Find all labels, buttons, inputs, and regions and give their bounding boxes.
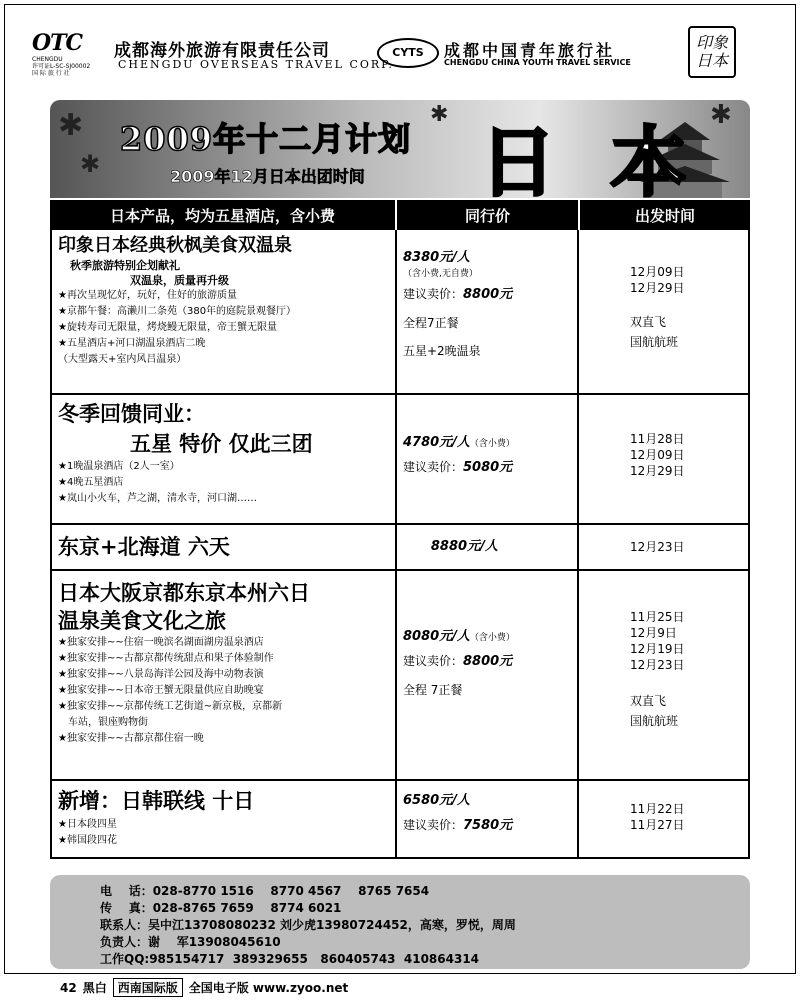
table-row bbox=[50, 230, 750, 395]
departure-date: 12月23日 bbox=[630, 540, 685, 554]
product-cell bbox=[52, 571, 397, 779]
flight-note: 双直飞 bbox=[629, 315, 666, 329]
banner-subtitle: 2009年12月日本出团时间 bbox=[170, 167, 365, 186]
maple-leaf-icon: ✱ bbox=[80, 150, 101, 178]
product-bullet: 车站，银座购物街 bbox=[68, 717, 148, 728]
banner-destination: 日 本 bbox=[480, 118, 701, 198]
product-title: 冬季回馈同业： bbox=[58, 401, 205, 426]
retail-price: 5080元 bbox=[463, 460, 513, 475]
product-bullet: ★旋转寿司无限量，烤烧鳗无限量，帝王蟹无限量 bbox=[58, 322, 277, 333]
product-cell bbox=[52, 525, 397, 569]
otc-license: 许可证L-SC-SJ00002 bbox=[32, 63, 91, 70]
maple-leaf-icon: ✱ bbox=[58, 108, 84, 143]
cyts-company-name: 成都中国青年旅行社 bbox=[444, 41, 616, 60]
table-header bbox=[50, 200, 750, 230]
product-subtitle: 双温泉，质量再升级 bbox=[130, 274, 229, 287]
departure-date: 12月09日 bbox=[629, 265, 685, 279]
departure-cell bbox=[579, 230, 748, 393]
product-title: 新增：日韩联线 十日 bbox=[58, 788, 255, 813]
price-line bbox=[403, 811, 571, 840]
retail-price: 8800元 bbox=[463, 654, 513, 669]
price-line bbox=[403, 627, 571, 647]
price-line-label: 建议卖价： bbox=[402, 460, 463, 474]
product-bullet: ★独家安排~~八景岛海洋公园及海中动物表演 bbox=[58, 669, 264, 680]
header-price: 同行价 bbox=[397, 200, 580, 230]
price-cell bbox=[397, 571, 579, 779]
peer-price: 4780元/人 bbox=[402, 435, 470, 450]
banner bbox=[50, 100, 750, 198]
product-subtitle: 秋季旅游特别企划献礼 bbox=[70, 259, 180, 272]
product-title: 印象日本经典秋枫美食双温泉 bbox=[58, 235, 292, 256]
tour-table bbox=[50, 200, 750, 859]
product-bullet: ★五星酒店+河口湖温泉酒店二晚 bbox=[58, 338, 206, 349]
product-bullet: ★岚山小火车，芦之湖，清水寺，河口湖…… bbox=[58, 493, 257, 504]
header bbox=[12, 30, 788, 80]
departure-date: 12月09日 bbox=[629, 448, 685, 462]
departure-date: 11月28日 bbox=[629, 432, 685, 446]
header-product: 日本产品，均为五星酒店，含小费 bbox=[50, 200, 397, 230]
price-line bbox=[403, 453, 571, 482]
impression-japan-seal: 印象日本 bbox=[688, 26, 736, 78]
price-note: （含小费） bbox=[469, 439, 515, 449]
departure-date: 12月29日 bbox=[629, 281, 685, 295]
flight-note: 双直飞 bbox=[629, 694, 666, 708]
product-title-line2: 温泉美食文化之旅 bbox=[58, 608, 226, 633]
departure-date: 11月22日 bbox=[629, 802, 685, 816]
price-line bbox=[403, 433, 571, 453]
product-bullet: （大型露天+室内风吕温泉） bbox=[58, 354, 187, 365]
product-cell bbox=[52, 230, 397, 393]
price-line bbox=[403, 647, 571, 676]
product-bullet: ★韩国段四花 bbox=[58, 835, 117, 846]
otc-logo-sub: CHENGDU bbox=[32, 56, 63, 63]
product-bullet: ★日本段四星 bbox=[58, 819, 117, 830]
product-bullet: ★独家安排~~住宿一晚滨名湖面湖房温泉酒店 bbox=[58, 637, 264, 648]
contact-box bbox=[50, 875, 750, 969]
peer-price: 8080元/人 bbox=[402, 629, 470, 644]
product-title: 东京+北海道 六天 bbox=[58, 534, 230, 559]
price-cell bbox=[397, 230, 579, 393]
otc-logo-text: OTC bbox=[32, 30, 83, 56]
departure-cell bbox=[579, 781, 748, 857]
maple-leaf-icon: ✱ bbox=[710, 100, 732, 130]
price-cell bbox=[397, 781, 579, 857]
price-line: 全程7正餐 bbox=[402, 316, 459, 330]
departure-cell bbox=[579, 571, 748, 779]
product-bullet: ★独家安排~~京都传统工艺街道~新京极，京都新 bbox=[58, 701, 283, 712]
product-cell bbox=[52, 781, 397, 857]
price-cell bbox=[397, 395, 579, 523]
departure-date: 12月19日 bbox=[629, 642, 685, 656]
flight-note: 国航航班 bbox=[629, 714, 678, 728]
price-line bbox=[403, 280, 571, 309]
departure-date: 12月23日 bbox=[629, 658, 685, 672]
price-line: 五星+2晚温泉 bbox=[402, 344, 481, 358]
peer-price: 8880元/人 bbox=[430, 539, 498, 554]
price-line-label: 建议卖价： bbox=[402, 287, 463, 301]
peer-price: 8380元/人 bbox=[402, 250, 470, 265]
peer-price: 6580元/人 bbox=[402, 793, 470, 808]
product-bullet: ★独家安排~~古都京都住宿一晚 bbox=[58, 733, 204, 744]
price-line-label: 建议卖价： bbox=[402, 654, 463, 668]
product-cell bbox=[52, 395, 397, 523]
departure-date: 11月25日 bbox=[629, 610, 685, 624]
edition-label: 西南国际版 bbox=[113, 978, 183, 997]
contact-persons: 联系人：吴中江13708080232 刘少虎13980724452，高寒，罗悦，周周 bbox=[100, 918, 516, 932]
product-title: 日本大阪京都东京本州六日 bbox=[58, 580, 310, 605]
retail-price: 8800元 bbox=[463, 287, 513, 302]
table-row bbox=[50, 525, 750, 571]
product-title-line2: 五星 特价 仅此三团 bbox=[130, 431, 313, 456]
contact-fax: 传 真：028-8765 7659 8774 6021 bbox=[100, 901, 342, 915]
table-row bbox=[50, 395, 750, 525]
product-bullet: ★独家安排~~古都京都传统甜点和果子体验制作 bbox=[58, 653, 274, 664]
product-bullet: ★独家安排~~日本帝王蟹无限量供应自助晚宴 bbox=[58, 685, 264, 696]
page-footer bbox=[60, 978, 348, 997]
price-note: （含小费,无自费） bbox=[402, 269, 478, 279]
departure-date: 11月27日 bbox=[629, 818, 685, 832]
overseas-company-name: 成都海外旅游有限责任公司 bbox=[114, 41, 330, 61]
otc-logo bbox=[32, 30, 112, 78]
product-bullet: ★4晚五星酒店 bbox=[58, 477, 124, 488]
overseas-company-en: CHENGDU OVERSEAS TRAVEL CORP. bbox=[118, 58, 394, 71]
maple-leaf-icon: ✱ bbox=[430, 102, 449, 127]
contact-phone: 电 话：028-8770 1516 8770 4567 8765 7654 bbox=[100, 884, 430, 898]
spacer bbox=[585, 296, 742, 312]
departure-date: 12月29日 bbox=[629, 464, 685, 478]
product-bullet: ★京都午餐：高濑川二条苑（380年的庭院景观餐厅） bbox=[58, 306, 297, 317]
cyts-company-en: CHENGDU CHINA YOUTH TRAVEL SERVICE bbox=[444, 58, 631, 67]
banner-title: 2009年十二月计划 bbox=[120, 120, 412, 158]
website-link[interactable]: 全国电子版 www.zyoo.net bbox=[188, 981, 349, 995]
price-cell bbox=[397, 525, 579, 569]
otc-dept: 国 际 旅 行 社 bbox=[32, 70, 70, 77]
product-bullet: ★1晚温泉酒店（2人一室） bbox=[58, 461, 180, 472]
print-color: 黑白 bbox=[82, 981, 107, 995]
cyts-logo: CYTS bbox=[377, 38, 439, 68]
table-row bbox=[50, 781, 750, 859]
flight-note: 国航航班 bbox=[629, 335, 678, 349]
product-bullet: ★再次呈现忆好，玩好，住好的旅游质量 bbox=[58, 290, 237, 301]
header-departure: 出发时间 bbox=[634, 206, 695, 225]
departure-cell bbox=[579, 525, 748, 569]
spacer bbox=[585, 673, 742, 691]
retail-price: 7580元 bbox=[463, 818, 513, 833]
contact-qq: 工作QQ:985154717 389329655 860405743 410864314 bbox=[100, 952, 480, 966]
departure-cell bbox=[579, 395, 748, 523]
price-line-label: 建议卖价： bbox=[402, 818, 463, 832]
departure-date: 12月9日 bbox=[629, 626, 677, 640]
price-line: 全程 7正餐 bbox=[402, 683, 463, 697]
price-note: （含小费） bbox=[469, 633, 515, 643]
page-number: 42 bbox=[60, 980, 77, 995]
table-row bbox=[50, 571, 750, 781]
contact-manager: 负责人：谢 军13908045610 bbox=[100, 935, 281, 949]
